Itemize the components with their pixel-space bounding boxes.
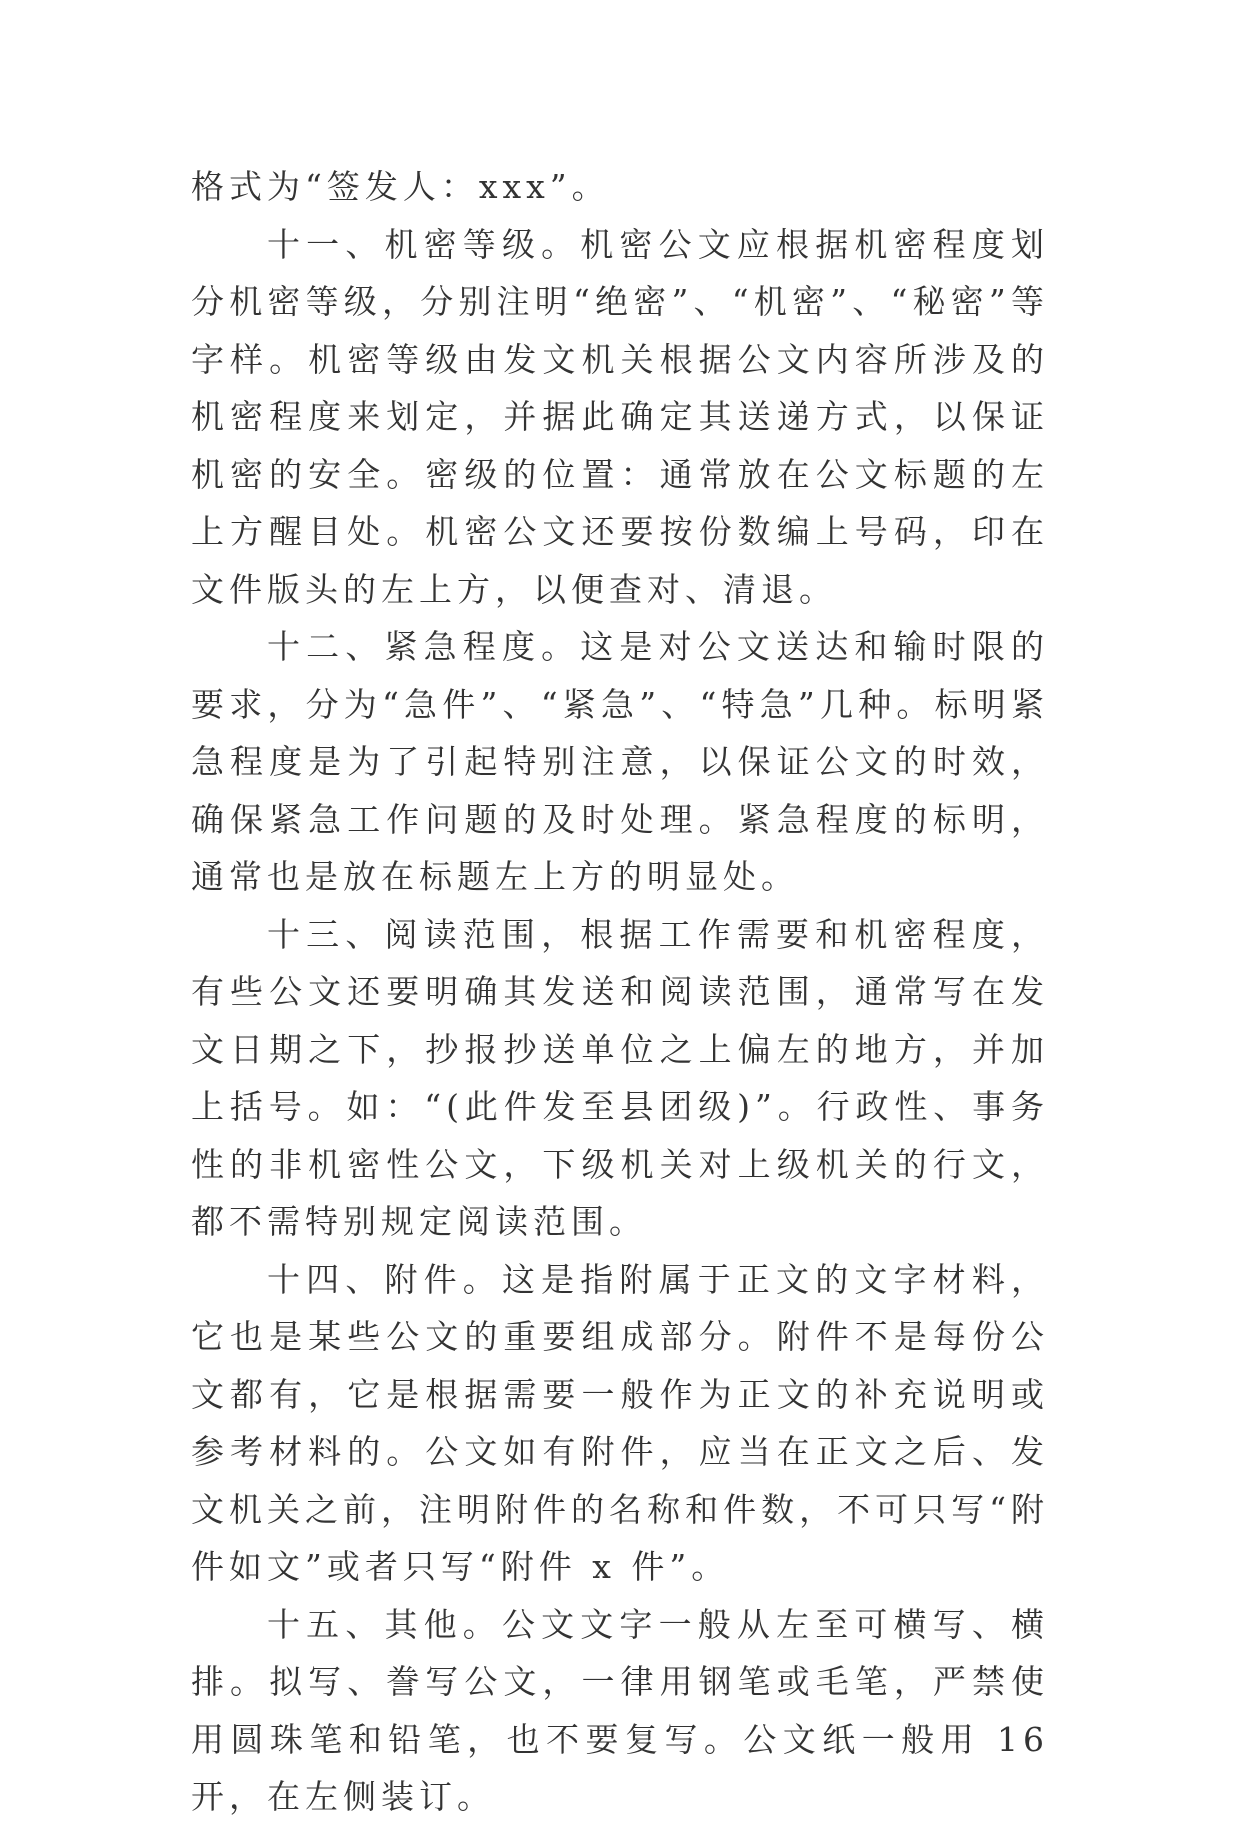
paragraph-confidentiality-level: 十一、机密等级。机密公文应根据机密程度划分机密等级，分别注明“绝密”、“机密”、“秘密”等字样。机密等级由发文机关根据公文内容所涉及的机密程度来划定，并据此确定其送递方式，以保证机密的安全。密级的位置：通常放在公文标题的左上方醒目处。机密公文还要按份数编上号码，印在文件版头的左上方，以便查对、清退。 [191, 224, 1049, 609]
paragraph-signer-format: 格式为“签发人：xxx”。 [191, 167, 610, 206]
paragraph-attachments: 十四、附件。这是指附属于正文的文字材料，它也是某些公文的重要组成部分。附件不是每份公文都有，它是根据需要一般作为正文的补充说明或参考材料的。公文如有附件，应当在正文之后、发文机关之前，注明附件的名称和件数，不可只写“附件如文”或者只写“附件 x 件”。 [191, 1259, 1049, 1586]
document-body [191, 158, 1049, 1826]
paragraph-urgency-level: 十二、紧急程度。这是对公文送达和输时限的要求，分为“急件”、“紧急”、“特急”几种。标明紧急程度是为了引起特别注意，以保证公文的时效，确保紧急工作问题的及时处理。紧急程度的标明，通常也是放在标题左上方的明显处。 [191, 627, 1049, 896]
paragraph-other: 十五、其他。公文文字一般从左至可横写、横排。拟写、誊写公文，一律用钢笔或毛笔，严禁使用圆珠笔和铅笔，也不要复写。公文纸一般用 16 开，在左侧装订。 [191, 1604, 1049, 1816]
paragraph-reading-scope: 十三、阅读范围，根据工作需要和机密程度，有些公文还要明确其发送和阅读范围，通常写在发文日期之下，抄报抄送单位之上偏左的地方，并加上括号。如：“(此件发至县团级)”。行政性、事务性的非机密性公文，下级机关对上级机关的行文，都不需特别规定阅读范围。 [191, 914, 1049, 1241]
